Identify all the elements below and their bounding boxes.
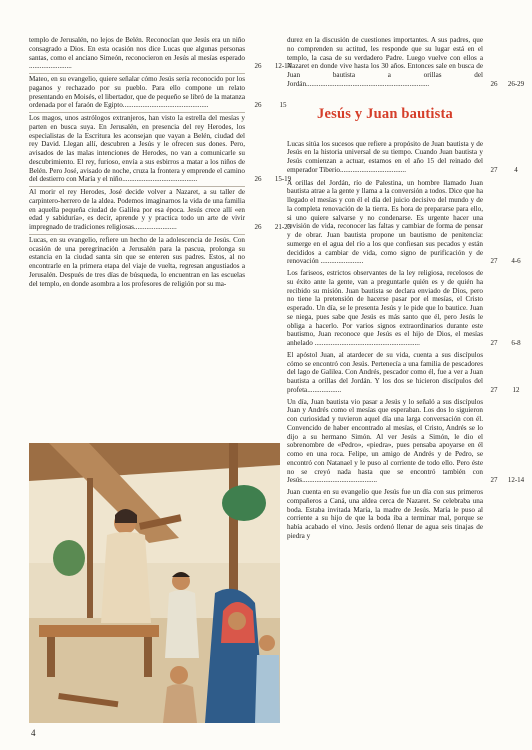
entry-apostol-juan [287,351,527,395]
verse-ref: 6-8 [511,339,521,347]
entry-text: Mateo, en su evangelio, quiere señalar cómo Jesús sería reconocido por los paganos y rechazado por su pueblo. Para ello compone un relato presentando en Moisés, el libertador, que de pequeño se libró de la matanza ordenada por el faraón de Egipto................................................ [29,75,245,110]
carpenter-workshop-illustration [29,443,280,723]
entry-durez [287,36,527,89]
verse-ref: 4-6 [511,257,521,266]
right-column [287,0,527,541]
chapter-ref: 26 [254,223,262,231]
entry-text: templo de Jerusalén, no lejos de Belén. Reconocían que Jesús era un niño consagrado a Dios. En esta ocasión nos dice Lucas que algunas personas santas, como el anciano Simeón, reconocieron en Jesús al mesías esperado ........................ [29,36,245,71]
left-column [29,0,297,288]
entry-text: El apóstol Juan, al atardecer de su vida, cuenta a sus discípulos cómo se encontró con Jesús. Pertenecía a una familia de pescadores del lago de Galilea. Con Andrés, pescador como él, fue a ver a Juan bautista a orillas del Jordán. Y los dos se hicieron discípulos del profeta................... [287,350,483,394]
entry-nazaret [29,188,297,232]
entry-text: Los fariseos, estrictos observantes de la ley religiosa, recelosos de su éxito ante la gente, van a preguntarle quién es y de quién ha recibido su misión. Juan bautista se declara enviado de Dios, pero no tiene la pretensión de hacerse pasar por el mesías, el Cristo esperado. Un día, se le presenta Jesús y le pide que lo bautice. Juan se niega, pues sabe que Jesús es más santo que él, pero Jesús le obliga a hacerlo. Por varios signos extraordinarios durante este bautismo, Juan reconoce que Jesús es el hijo de Dios, el mesías anhelado ........................................................... [287,269,483,347]
entry-text: A orillas del Jordán, río de Palestina, un hombre llamado Juan bautista atrae a la gente y llama a la conversión a todos. Dice que ha llegado el mesías y con él el día del juicio decisivo del mundo y de la completa renovación de la tierra. Es hora de prepararse para ello, si uno quiere salvarse y no condenarse. Es urgente hacer una revisión de vida, reconocer las faltas y cambiar de forma de pensar y de obrar. Juan bautista propone un bautismo de penitencia: sumerge en el agua del río a los que confiesan sus pecados y están decididos a cambiar de vida, como signo de purificación y de renovación ........................ [287,178,483,266]
separator-line [29,73,245,74]
verse-ref: 12-14 [507,476,525,485]
verse-ref: 12 [512,385,520,394]
entry-discipulos [287,398,527,486]
chapter-ref: 27 [490,385,498,394]
wooden-post [87,478,93,618]
separator-line [29,112,245,113]
chapter-ref: 26 [490,79,498,88]
entry-text: Un día, Juan bautista vio pasar a Jesús y lo señaló a sus discípulos Juan y Andrés como el mesías que esperaban. Los dos lo siguieron con curiosidad y tuvieron aquel día una larga conversación con él. Convencido de haber encontrado al mesías, el Cristo, Andrés se lo dijo a su hermano Simón. Al ver Jesús a Simón, le dio el sobrenombre de «Pedro», «piedra», pues pensaba apoyarse en él como en una roca. Felipe, un amigo de Andrés y de Pedro, se encontró con Natanael y le puso al corriente de todo ello. Pero éste no se creyó nada hasta que se encontró también con Jesús.......................................... [287,397,483,485]
workbench-leg [144,637,152,677]
entry-fariseos [287,269,527,348]
verse-ref: 15 [279,101,287,110]
chapter-ref: 27 [490,339,498,347]
entry-magos [29,114,297,184]
entry-simeon [29,36,297,71]
verse-ref: 4 [514,165,518,174]
chapter-ref: 27 [490,476,498,485]
entry-text: Juan cuenta en su evangelio que Jesús fue un día con sus primeros compañeros a Caná, una aldea cerca de Nazaret. Se celebraba una boda. Estaba invitada María, la madre de Jesús. María le puso al corriente a su hijo de que la boda iba a terminar mal, porque se había acabado el vino. Jesús ordenó llenar de agua seis tinajas de piedra y [287,488,483,540]
entry-text: Al morir el rey Herodes, José decide volver a Nazaret, a su taller de carpintero-herrero de la aldea. Podemos imaginarnos la vida de una familia en aquella pequeña ciudad de Galilea por esa época. Jesús crece allí «en edad y sabiduría», es decir, aprende y y practica todo un arte de vivir impregnado de tradiciones religiosas........................ [29,188,245,231]
entry-moises [29,75,297,110]
entry-text: durez en la discusión de cuestiones importantes. A sus padres, que no comprenden su actitud, les responde que su lugar está en el templo, la casa de su verdadero Padre. Luego vuelve con ellos a Nazaret en donde vive hasta los 30 años. Entonces sale en busca de Juan bautista a orillas del Jordán..................................................................... [287,36,483,88]
verse-ref: 26-29 [507,79,525,88]
chapter-ref: 26 [254,62,262,71]
entry-text: Los magos, unos astrólogos extranjeros, han visto la estrella del mesías y parten en busca suya. En Jerusalén, en presencia del rey Herodes, los especialistas de la Escritura les aconsejan que vayan a Belén, ciudad del rey David. Llegan allí, descubren a Jesús y le ofrecen sus dones. Pero, avisados de las malas intenciones de Herodes, no van a comunicarle su descubrimiento. El rey, furioso, envía a sus esbirros a matar a los niños de Belén. Pero José, avisado de noche, cruza la frontera y emprende el camino del destierro con María y el niño.......................................... [29,114,245,184]
verse-ref: 12-14 [274,62,292,71]
workbench-leg [47,637,55,677]
verse-ref: 15-19 [274,175,292,184]
chapter-ref: 27 [490,257,498,266]
entry-cana [287,488,527,541]
workbench [39,625,159,637]
page-number: 4 [31,728,36,738]
chapter-ref: 27 [490,165,498,174]
section-title: Jesús y Juan bautista [317,105,453,122]
entry-tiberio [287,140,527,175]
separator-line [29,186,245,187]
entry-text: Lucas, en su evangelio, refiere un hecho de la adolescencia de Jesús. Con ocasión de una peregrinación a Jerusalén para la pascua, prolonga su estancia en la ciudad santa sin que se enteren sus padres. Estos, al no encontrarle en la primera etapa del viaje de vuelta, regresan angustiados a Jerusalén. Después de tres días de búsqueda, lo encuentran en las escuelas del templo, en donde asombra a los profesores de religión por su ma- [29,235,245,288]
verse-ref: 21-23 [274,223,292,231]
entry-jordan [287,179,527,267]
tree-foliage [53,540,85,576]
separator-line [29,234,245,235]
chapter-ref: 26 [254,101,262,110]
entry-text: Lucas sitúa los sucesos que refiere a propósito de Juan bautista y de Jesús en la historia universal de su tiempo. Cuando Juan bautista y Jesús comienzan a actuar, estamos en el año 15 del reinado del emperador Tiberio..................................... [287,139,483,174]
chapter-ref: 26 [254,175,262,184]
entry-templo [29,236,297,289]
tree-foliage [222,485,266,521]
